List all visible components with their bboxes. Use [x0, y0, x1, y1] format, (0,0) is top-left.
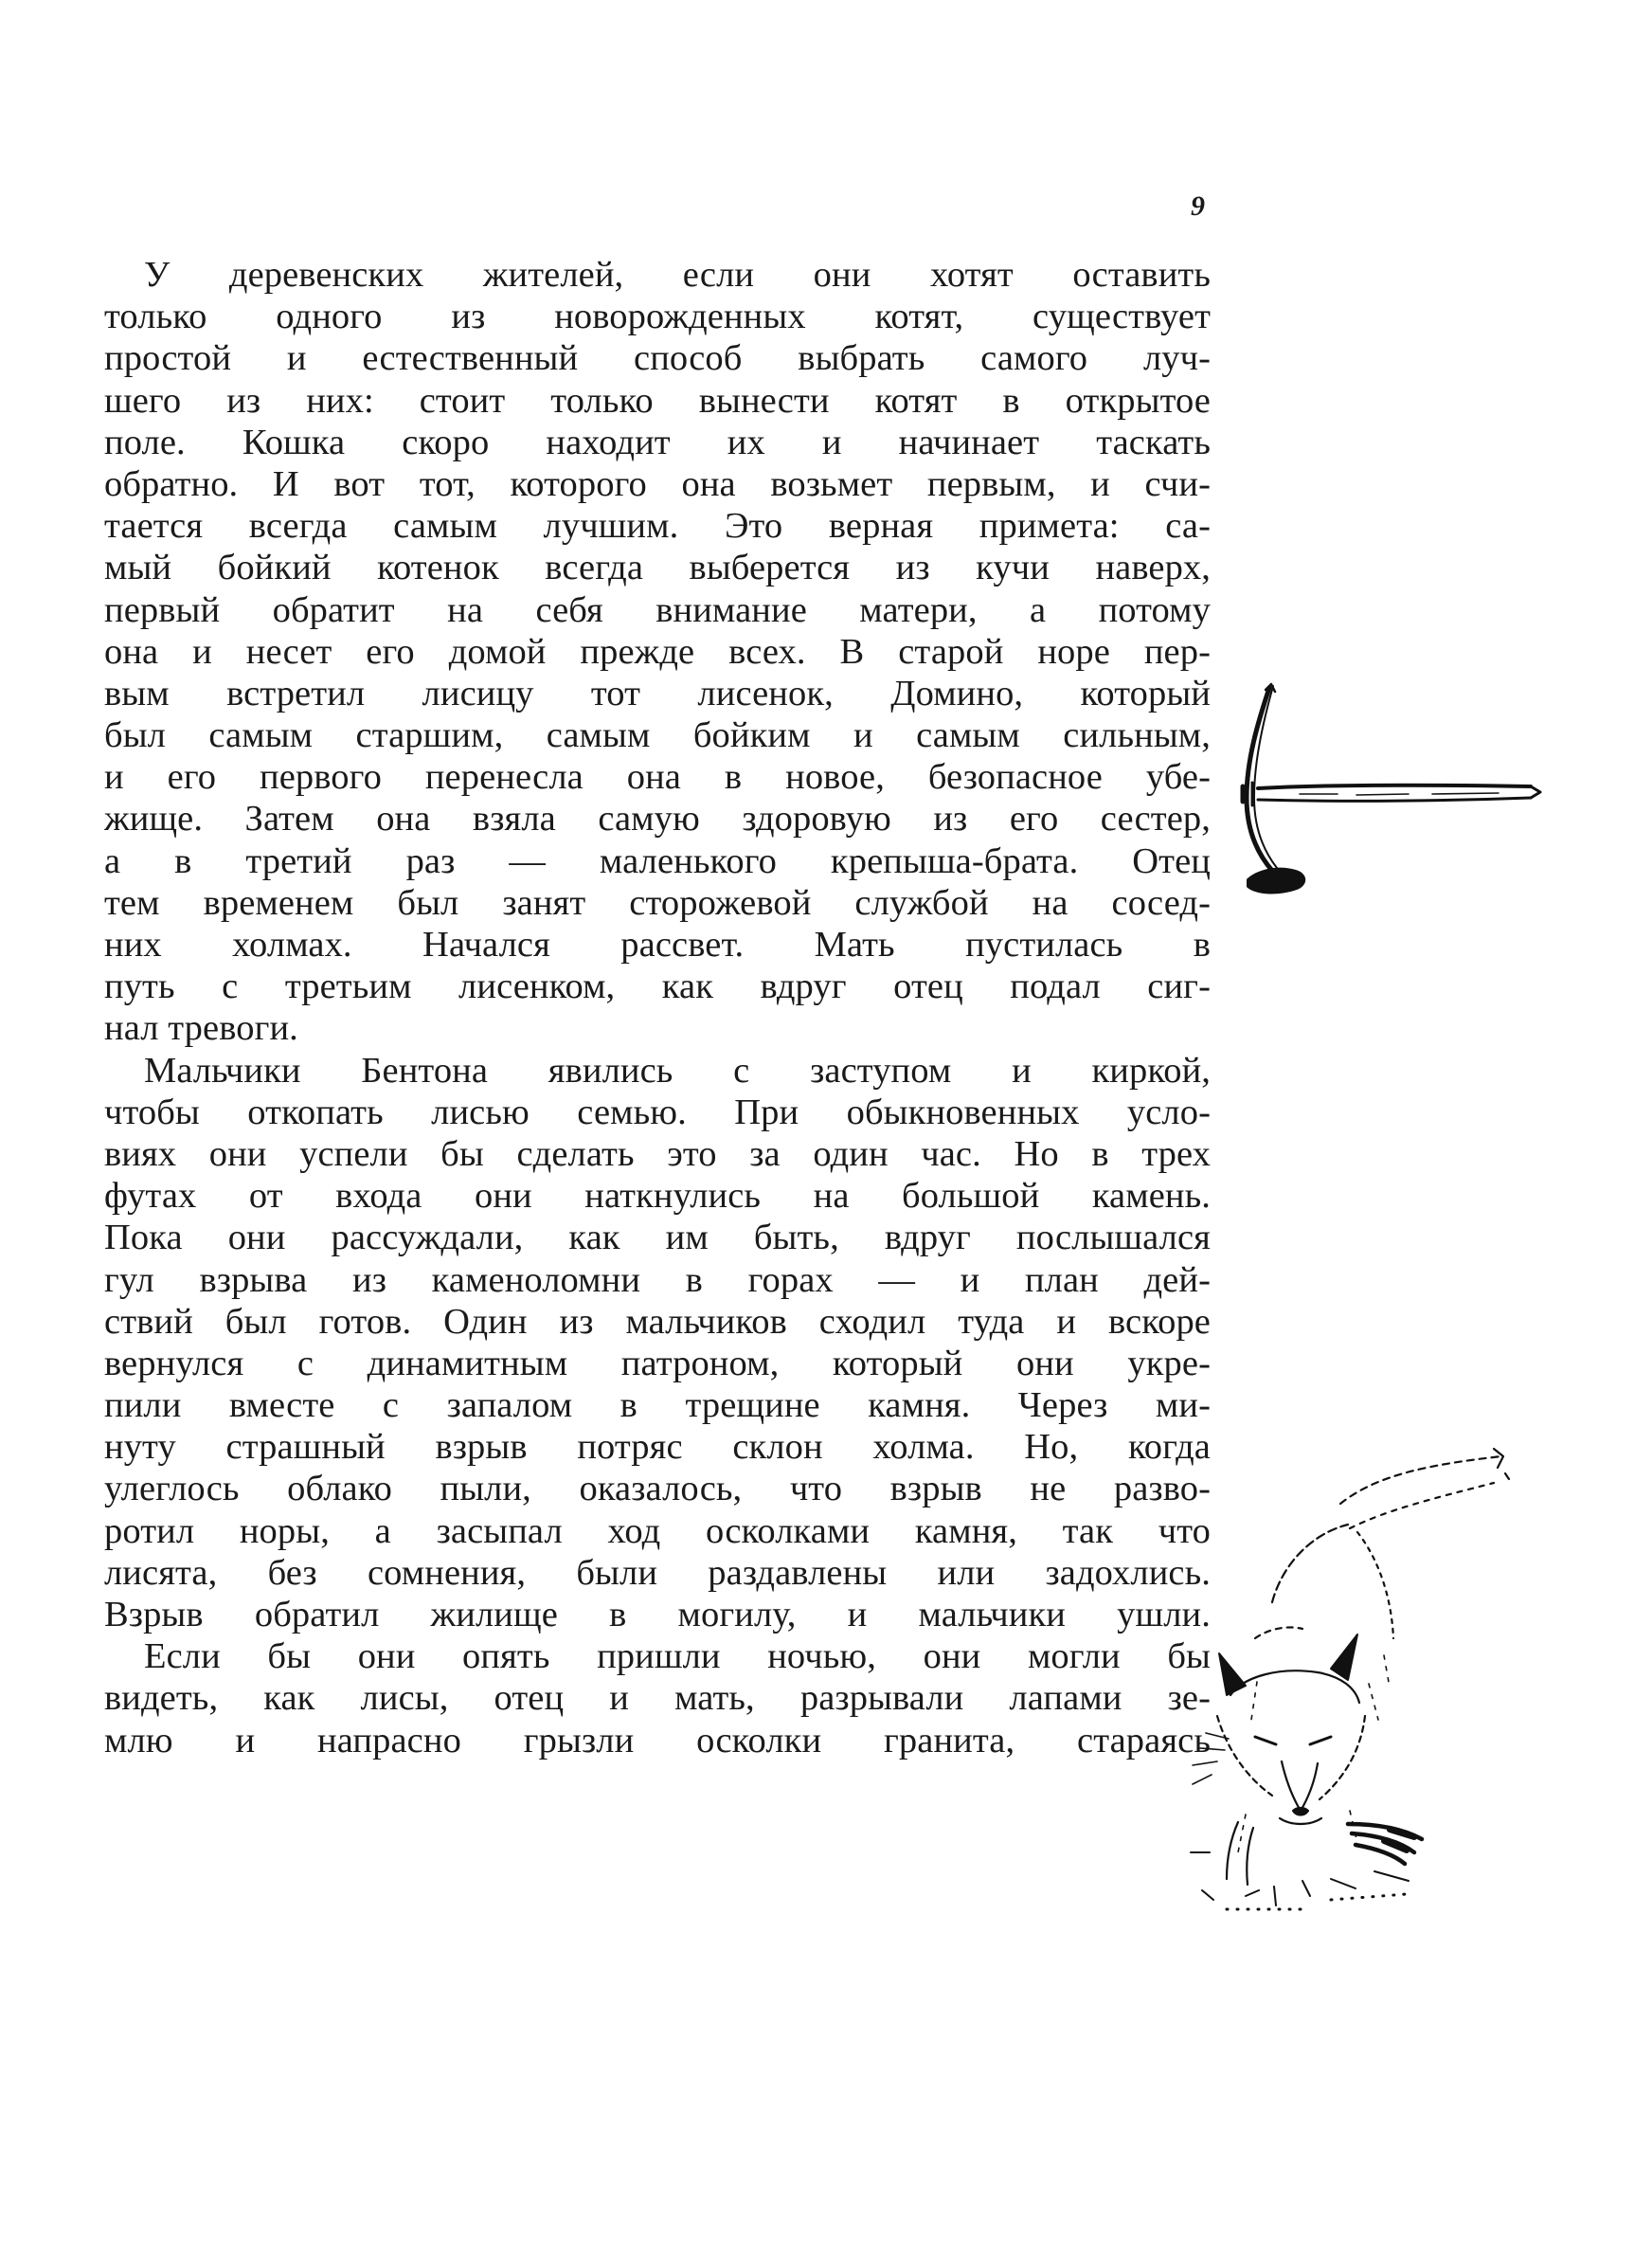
pickaxe-handle-grain	[1300, 793, 1499, 795]
text-line: тается всегда самым лучшим. Это верная примета: са-	[104, 506, 1211, 547]
text-line: чтобы откопать лисью семью. При обыкновенных усло-	[104, 1092, 1211, 1132]
paragraph-3	[104, 1635, 1211, 1761]
pickaxe-handle-bottom	[1258, 798, 1531, 801]
text-line: лисята, без сомнения, были раздавлены или задохлись.	[104, 1552, 1211, 1593]
text-line: тем временем был занят сторожевой службой на сосед-	[104, 882, 1211, 923]
text-line: обратно. И вот тот, которого она возьмет первым, и счи-	[104, 463, 1211, 504]
text-line: вернулся с динамитным патроном, который они укре-	[104, 1343, 1211, 1383]
text-line: пили вместе с запалом в трещине камня. Через ми-	[104, 1385, 1211, 1426]
text-line: ствий был готов. Один из мальчиков сходил туда и вскоре	[104, 1301, 1211, 1342]
text-line: а в третий раз — маленького крепыша-брата. Отец	[104, 840, 1211, 881]
fox-ear-left	[1219, 1653, 1246, 1695]
text-line: поле. Кошка скоро находит их и начинает таскать	[104, 422, 1211, 462]
text-line: вым встретил лисицу тот лисенок, Домино, который	[104, 673, 1211, 713]
ground-scratches	[1191, 1852, 1409, 1905]
pickaxe-handle-top	[1258, 785, 1531, 788]
ground-dots	[1227, 1894, 1407, 1909]
fox-eye-left	[1255, 1737, 1276, 1744]
fox-tail-lower	[1350, 1483, 1494, 1528]
text-line: только одного из новорожденных котят, существует	[104, 297, 1211, 337]
pickaxe-icon	[1243, 684, 1540, 872]
text-line: был самым старшим, самым бойким и самым сильным,	[104, 715, 1211, 756]
text-line: и его первого перенесла она в новое, безопасное убе-	[104, 757, 1211, 798]
text-line: путь с третьим лисенком, как вдруг отец подал сиг-	[104, 966, 1211, 1007]
pickaxe-head-edge	[1254, 686, 1277, 868]
text-line: Если бы они опять пришли ночью, они могли бы	[144, 1636, 1211, 1677]
text-line: гул взрыва из каменоломни в горах — и план дей-	[104, 1259, 1211, 1300]
fox-nose	[1293, 1808, 1308, 1815]
text-line: жище. Затем она взяла самую здоровую из его сестер,	[104, 799, 1211, 840]
paragraph-1	[104, 254, 1211, 1050]
text-line: У деревенских жителей, если они хотят оставить	[144, 255, 1211, 295]
fox-mouth	[1280, 1818, 1321, 1824]
fox-illustration	[1189, 1435, 1563, 1928]
fox-eye-right	[1310, 1737, 1331, 1744]
body-text	[104, 254, 1211, 1761]
paragraph-2	[104, 1050, 1211, 1636]
text-line: нал тревоги.	[104, 1008, 298, 1049]
fox-cheek-left	[1217, 1716, 1272, 1796]
text-line: млю и напрасно грызли осколки гранита, стараясь	[104, 1720, 1211, 1760]
text-line: Мальчики Бентона явились с заступом и киркой,	[144, 1050, 1211, 1091]
pickaxe-handle-end	[1531, 786, 1540, 798]
text-line: видеть, как лисы, отец и мать, разрывали лапами зе-	[104, 1678, 1211, 1719]
pickaxe-blade-spot	[1247, 868, 1305, 894]
text-line: Взрыв обратил жилище в могилу, и мальчики ушли.	[104, 1595, 1211, 1634]
fox-tail-tip	[1494, 1449, 1509, 1479]
text-line: них холмах. Начался рассвет. Мать пустилась в	[104, 925, 1211, 965]
text-line: простой и естественный способ выбрать самого луч-	[104, 338, 1211, 379]
text-line: нуту страшный взрыв потряс склон холма. Но, когда	[104, 1427, 1211, 1468]
text-line: виях они успели бы сделать это за один час. Но в трех	[104, 1133, 1211, 1174]
fox-shoulder	[1255, 1627, 1302, 1638]
text-line: футах от входа они наткнулись на большой камень.	[104, 1176, 1211, 1217]
fox-muzzle	[1282, 1761, 1318, 1811]
text-line: улеглось облако пыли, оказалось, что взрыв не разво-	[104, 1469, 1211, 1509]
fox-haunch	[1357, 1532, 1393, 1638]
fox-icon	[1191, 1449, 1509, 1909]
fox-paw-left	[1227, 1822, 1253, 1885]
text-line: мый бойкий котенок всегда выберется из кучи наверх,	[104, 548, 1211, 588]
text-line: ротил норы, а засыпал ход осколками камня, так что	[104, 1510, 1211, 1551]
pickaxe-head	[1247, 688, 1273, 872]
fox-tail	[1340, 1456, 1501, 1504]
fox-cheek-right	[1320, 1716, 1365, 1799]
text-line: она и несет его домой прежде всех. В старой норе пер-	[104, 631, 1211, 672]
fox-back	[1272, 1525, 1348, 1602]
fox-whiskers	[1193, 1733, 1229, 1784]
text-line: Пока они рассуждали, как им быть, вдруг послышался	[104, 1218, 1211, 1258]
pickaxe-illustration	[1214, 684, 1555, 921]
fox-ear-right	[1331, 1634, 1357, 1680]
text-line: первый обратит на себя внимание матери, а потому	[104, 589, 1211, 630]
text-line: шего из них: стоит только вынести котят в открытое	[104, 380, 1211, 421]
page-number: 9	[1191, 190, 1205, 222]
